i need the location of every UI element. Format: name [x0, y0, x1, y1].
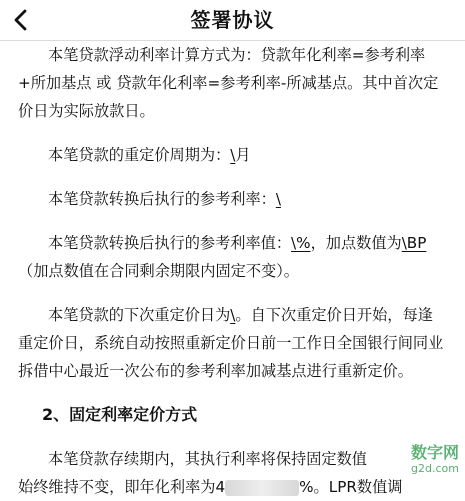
reference-rate-value: \ — [275, 190, 281, 208]
reference-rate-value-paragraph: 本笔贷款转换后执行的参考利率值：\%，加点数值为\BP（加点数值在合同剩余期限内固定不变）。 — [18, 234, 427, 280]
floating-rate-paragraph: 本笔贷款浮动利率计算方式为：贷款年化利率=参考利率+所加基点 或 贷款年化利率=参考利率-所减基点。其中首次定价日为实际放款日。 — [18, 46, 439, 120]
nav-bar — [0, 0, 465, 41]
fixed-rate-paragraph-line2: 始终维持不变，即年化利率为4 %。LPR数值调 — [18, 478, 403, 496]
section-title-fixed-rate: 2、固定利率定价方式 — [42, 405, 198, 424]
fixed-rate-paragraph: 本笔贷款存续期内，其执行利率将保持固定数值 — [48, 450, 367, 468]
repricing-period-paragraph: 本笔贷款的重定价周期为：\月 — [48, 146, 251, 164]
redacted-value — [225, 480, 299, 496]
basis-points-value: \BP — [401, 234, 427, 252]
reference-rate-paragraph: 本笔贷款转换后执行的参考利率：\ — [48, 190, 281, 208]
next-repricing-paragraph: 本笔贷款的下次重定价日为\。自下次重定价日开始，每逢重定价日，系统自动按照重新定价日前一工作日全国银行间同业拆借中心最近一次公布的参考利率加减基点进行重新定价。 — [18, 306, 444, 380]
agreement-content[interactable] — [0, 40, 465, 501]
next-repricing-date-value: \ — [230, 306, 236, 324]
repricing-period-value: \ — [230, 146, 236, 164]
rate-value: \% — [291, 234, 311, 252]
page-title: 签署协议 — [190, 8, 275, 32]
site-watermark: 数字网 g2d.com — [410, 443, 459, 475]
